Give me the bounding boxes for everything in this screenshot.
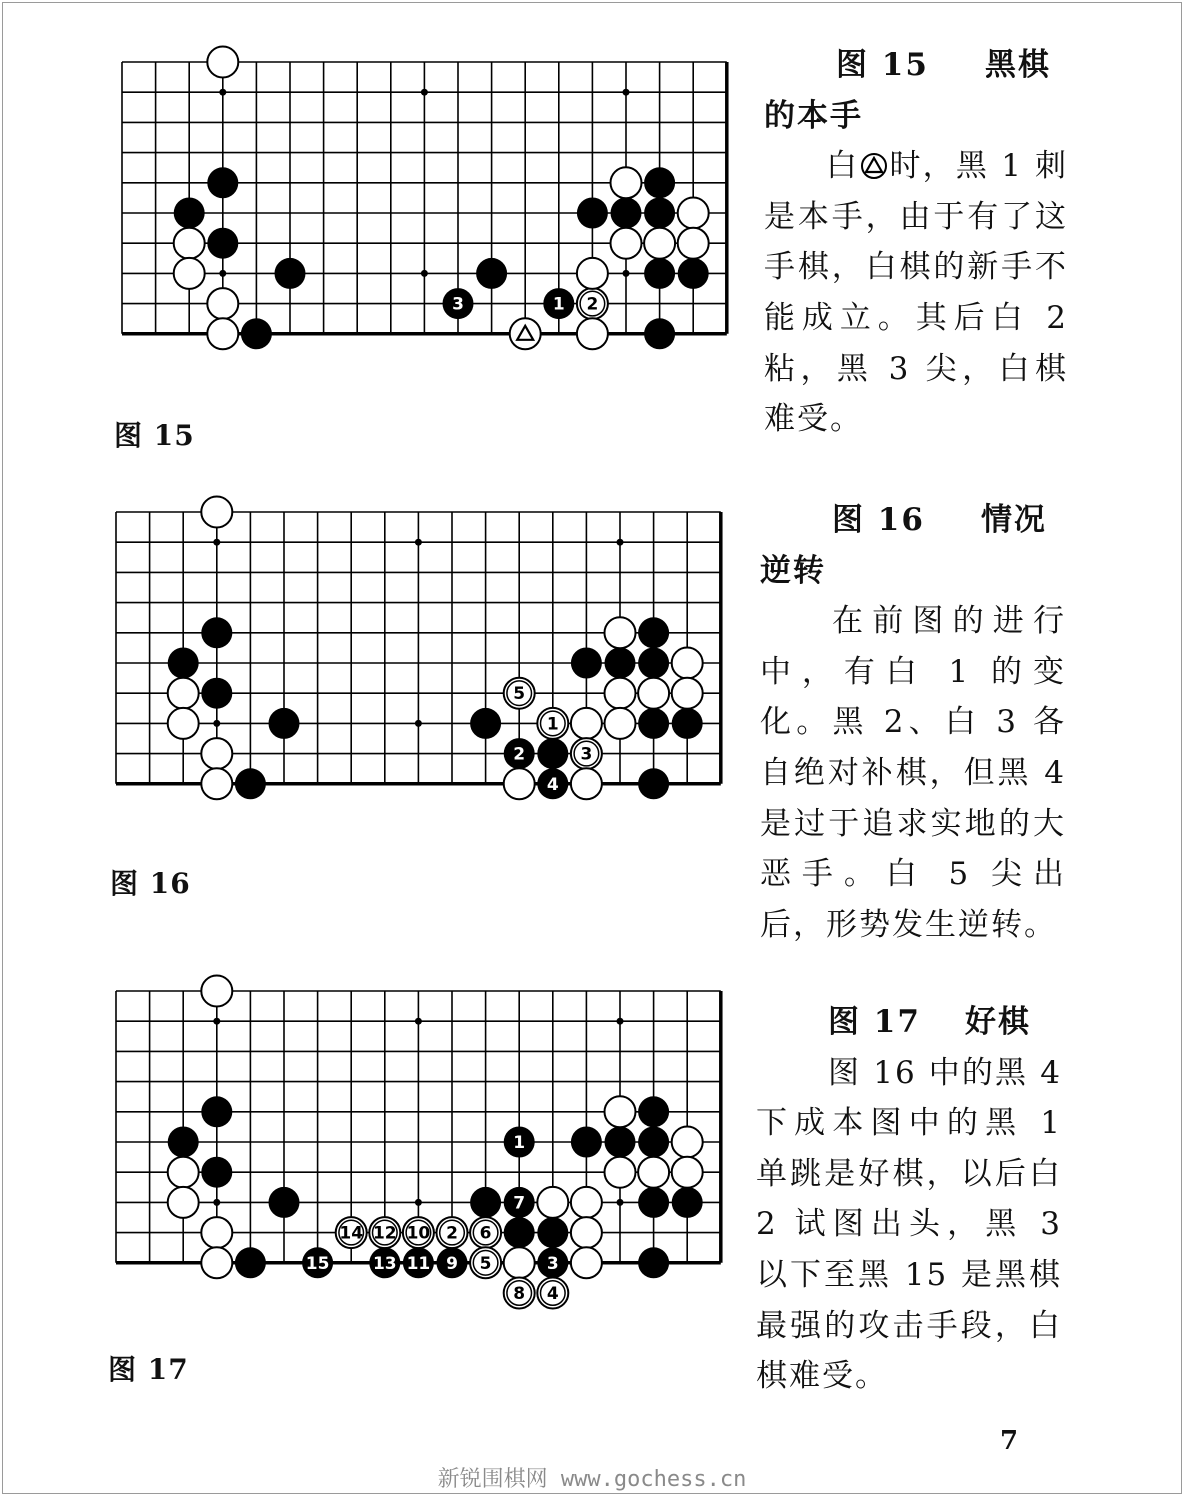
black-stone [571,1127,602,1158]
star-point [617,1018,624,1025]
black-stone [638,768,669,799]
move-number: 6 [479,1223,492,1244]
section-heading [760,495,1066,546]
heading-title: 好棋 [964,1004,1031,1040]
move-number: 3 [580,744,593,765]
white-stone [201,738,232,769]
black-stone [269,708,300,739]
section-body [764,141,1068,445]
heading-figure: 图 17 [828,1004,921,1040]
heading-figure: 图 16 [832,502,925,538]
move-number: 1 [546,714,559,735]
go-board-fig16 [112,508,722,830]
go-board-fig15 [118,58,728,380]
star-point [213,539,220,546]
black-stone [638,1247,669,1278]
black-stone [638,708,669,739]
move-number: 13 [372,1253,397,1274]
white-stone [168,678,199,709]
white-stone [403,1217,434,1248]
white-stone [644,228,675,259]
black-stone [644,167,675,198]
black-stone [403,1247,434,1278]
white-stone [504,1278,535,1309]
black-stone [672,1187,703,1218]
black-stone [470,1187,501,1218]
black-stone [201,617,232,648]
star-point [213,720,220,727]
white-stone [504,1247,535,1278]
white-stone [672,1157,703,1188]
black-stone [504,1127,535,1158]
section-heading [756,997,1062,1048]
black-stone [644,318,675,349]
star-point [623,89,630,96]
white-stone [605,1157,636,1188]
white-stone [537,1187,568,1218]
black-stone [437,1247,468,1278]
white-stone [437,1217,468,1248]
star-point [219,89,226,96]
black-stone [577,198,608,229]
black-stone [638,617,669,648]
white-stone [470,1217,501,1248]
white-stone [605,708,636,739]
white-stone [537,1278,568,1309]
white-stone [605,1096,636,1127]
black-stone [174,198,205,229]
star-point [421,89,428,96]
move-number: 15 [305,1253,330,1274]
move-number: 11 [406,1253,431,1274]
white-stone [504,678,535,709]
heading-title: 黑棋 [984,47,1051,83]
move-number: 3 [452,294,464,315]
white-stone [571,1217,602,1248]
heading-figure: 图 15 [836,47,929,83]
white-stone [369,1217,400,1248]
white-stone [605,678,636,709]
black-stone [537,768,568,799]
star-point [617,539,624,546]
black-stone [201,1096,232,1127]
watermark-footer: 新锐围棋网 www.gochess.cn [437,1467,747,1492]
black-stone [678,258,709,289]
white-stone [201,768,232,799]
heading-title-cont: 逆转 [760,552,826,589]
star-point [415,1199,422,1206]
black-stone [201,678,232,709]
move-number: 5 [513,684,526,705]
white-stone [638,1157,669,1188]
move-number: 3 [546,1253,559,1274]
move-number: 2 [446,1223,458,1244]
star-point [213,1018,220,1025]
move-number: 7 [513,1193,526,1214]
white-stone [201,1217,232,1248]
white-stone [571,708,602,739]
figure-label-17: 图 17 [108,1353,189,1386]
white-stone [571,1247,602,1278]
section-body: 图 16 中的黑 4 下成本图中的黑 1 单跳是好棋，以后白 2 试图出头，黑 3 以下至黑 15 是黑棋最强的攻击手段，白棋难受。 [756,1054,1062,1395]
go-board-svg [112,508,722,830]
black-stone [168,648,199,679]
star-point [415,1018,422,1025]
move-number: 1 [513,1133,526,1153]
body-text: 时，黑 1 刺是本手，由于有了这手棋，白棋的新手不能成立。其后白 2 粘，黑 3 尖，白棋难受。 [764,148,1069,438]
black-stone [235,1247,266,1278]
black-stone [443,288,474,319]
star-point [219,270,226,277]
black-stone [168,1127,199,1158]
white-stone [174,258,205,289]
go-board-fig17 [112,987,722,1317]
white-stone [638,678,669,709]
move-number: 4 [546,774,559,795]
black-stone [537,1247,568,1278]
black-stone [537,738,568,769]
white-stone [336,1217,367,1248]
white-stone [168,1157,199,1188]
black-stone [638,1127,669,1158]
white-stone [571,738,602,769]
black-stone [605,1127,636,1158]
move-number: 14 [339,1223,364,1244]
white-stone [537,708,568,739]
white-stone [201,976,232,1007]
star-point [617,1199,624,1206]
heading-title: 情况 [980,502,1047,538]
star-point [213,1199,220,1206]
move-number: 2 [513,744,526,765]
black-stone [207,228,238,259]
move-number: 12 [372,1223,397,1244]
star-point [415,720,422,727]
white-stone [611,228,642,259]
white-stone [504,768,535,799]
white-stone [168,708,199,739]
black-stone [638,1187,669,1218]
white-stone [571,768,602,799]
black-stone [235,768,266,799]
white-stone [201,1247,232,1278]
white-stone [577,258,608,289]
commentary-fig17 [756,997,1062,1402]
go-board-svg [118,58,728,380]
black-stone [269,1187,300,1218]
white-stone [577,318,608,349]
black-stone [241,318,272,349]
black-stone [476,258,507,289]
black-stone [611,198,642,229]
move-number: 8 [513,1284,526,1304]
white-stone [672,678,703,709]
black-stone [504,738,535,769]
move-number: 4 [546,1284,559,1304]
white-stone [577,288,608,319]
black-stone [369,1247,400,1278]
white-stone [168,1187,199,1218]
white-stone [678,198,709,229]
body-prefix: 白 [826,148,860,185]
black-stone [504,1187,535,1218]
move-number: 10 [406,1223,431,1244]
black-stone [275,258,306,289]
white-stone [470,1247,501,1278]
star-point [415,539,422,546]
black-stone [537,1217,568,1248]
white-stone [571,1187,602,1218]
move-number: 9 [446,1253,458,1274]
white-stone [678,228,709,259]
figure-label-16: 图 16 [110,867,191,900]
white-stone [672,648,703,679]
black-stone [672,708,703,739]
star-point [623,270,630,277]
black-stone [644,258,675,289]
black-stone [302,1247,333,1278]
black-stone [605,648,636,679]
move-number: 1 [552,294,565,315]
black-stone [201,1157,232,1188]
black-stone [571,648,602,679]
black-stone [638,648,669,679]
black-stone [644,198,675,229]
triangle-stone-icon [859,151,889,181]
black-stone [543,288,574,319]
go-board-svg [112,987,722,1317]
star-point [421,270,428,277]
commentary-fig16 [760,495,1066,950]
section-heading [764,40,1068,91]
white-stone [611,167,642,198]
black-stone [207,167,238,198]
move-number: 5 [479,1253,492,1274]
white-stone [207,318,238,349]
move-number: 2 [586,294,599,315]
page-number: 7 [1000,1426,1019,1456]
commentary-fig15 [764,40,1068,445]
white-stone [510,318,541,349]
white-stone [207,47,238,78]
white-stone [605,617,636,648]
black-stone [504,1217,535,1248]
figure-label-15: 图 15 [114,419,195,452]
black-stone [470,708,501,739]
black-stone [638,1096,669,1127]
section-body: 在前图的进行中，有白 1 的变化。黑 2、白 3 各自绝对补棋，但黑 4 是过于追求实地的大恶手。白 5 尖出后，形势发生逆转。 [760,603,1066,943]
white-stone [207,288,238,319]
white-stone [201,497,232,528]
white-stone [672,1127,703,1158]
white-stone [174,228,205,259]
heading-title-cont: 的本手 [764,97,863,134]
